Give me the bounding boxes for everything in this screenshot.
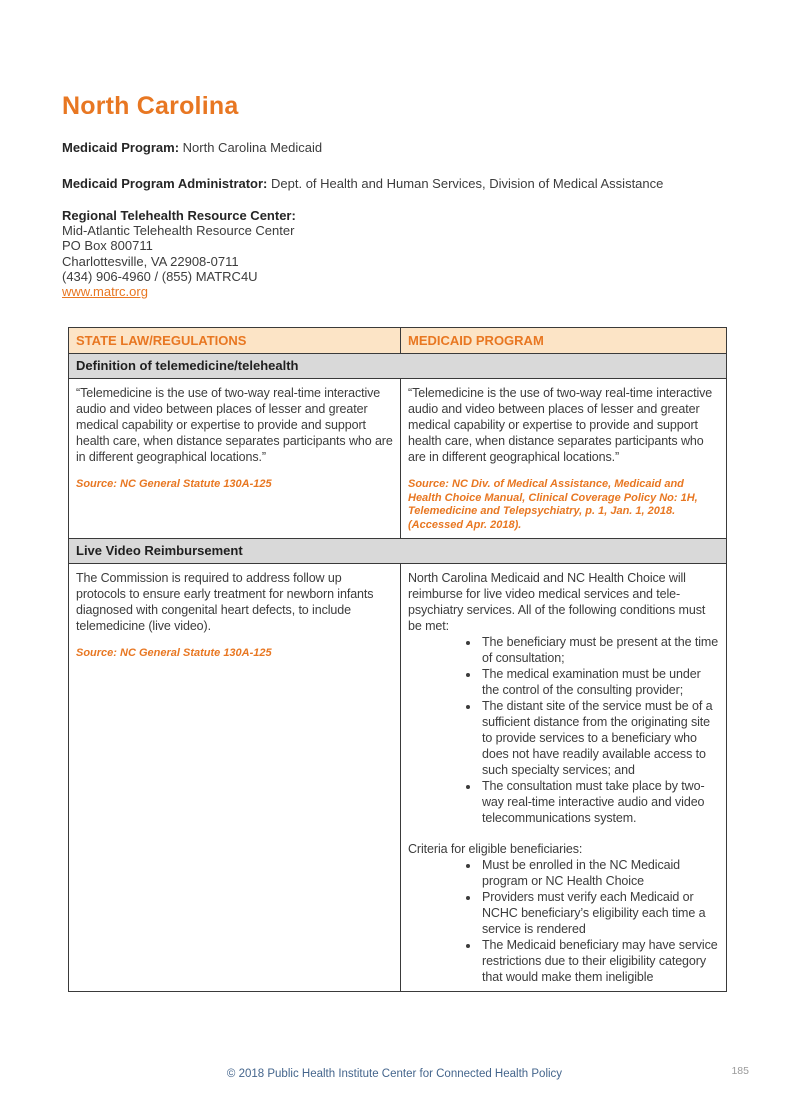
bullet-item: • The consultation must take place by two-way real-time interactive audio and video telecommunications system.	[480, 778, 719, 826]
matrc-website-link[interactable]: www.matrc.org	[62, 284, 148, 300]
page-title: North Carolina	[62, 92, 239, 120]
definition-state-law-cell	[69, 379, 401, 538]
regional-trc-label: Regional Telehealth Resource Center:	[62, 208, 296, 223]
definition-medicaid-source: Source: NC Div. of Medical Assistance, Medicaid and Health Choice Manual, Clinical Coverage Policy No: 1H, Telemedicine and Telepsychiatry, p. 1, Jan. 1, 2018. (Accessed Apr. 2018).	[408, 478, 698, 531]
live-video-intro-text: North Carolina Medicaid and NC Health Choice will reimburse for live video medical services and tele-psychiatry services. All of the following conditions must be met:	[408, 571, 706, 634]
page-footer	[62, 1064, 749, 1082]
bullet-item: • The Medicaid beneficiary may have service restrictions due to their eligibility category that would make them ineligible	[480, 937, 719, 985]
definition-row	[69, 379, 726, 539]
state-law-column-header: STATE LAW/REGULATIONS	[69, 328, 401, 353]
live-video-state-law-text: The Commission is required to address follow up protocols to ensure early treatment for newborn infants diagnosed with congenital heart defects, to include telemedicine (live video).	[76, 571, 374, 634]
medicaid-program-value: North Carolina Medicaid	[182, 140, 323, 155]
definition-section-heading: Definition of telemedicine/telehealth	[69, 354, 726, 379]
bullet-item: • The distant site of the service must be of a sufficient distance from the originating site to provide services to a beneficiary who does not have readily available access to such specialty services; and	[480, 698, 719, 778]
live-video-row	[69, 564, 726, 991]
definition-medicaid-cell	[401, 379, 726, 538]
trc-pobox-line: PO Box 800711	[62, 238, 153, 254]
trc-phone-line: (434) 906-4960 / (855) MATRC4U	[62, 268, 258, 284]
medicaid-program-label: Medicaid Program:	[62, 140, 180, 155]
definition-medicaid-text: “Telemedicine is the use of two-way real-time interactive audio and video between places of lesser and greater medical capability or expertise to provide and support health care, when distance separates participants who are in different geographical locations.”	[408, 386, 713, 465]
program-administrator-field	[62, 176, 727, 192]
criteria-bullet-list	[408, 857, 719, 985]
medicaid-program-column-header: MEDICAID PROGRAM	[408, 333, 544, 349]
medicaid-program-field	[62, 140, 727, 156]
page-number: 185	[731, 1065, 749, 1077]
bullet-item: • The beneficiary must be present at the time of consultation;	[480, 634, 719, 666]
policy-comparison-table	[68, 327, 727, 992]
definition-state-law-text: “Telemedicine is the use of two-way real-time interactive audio and video between places of lesser and greater medical capability or expertise to provide and support health care, when distance separates participants who are in different geographical locations.”	[76, 386, 393, 465]
conditions-bullet-list	[408, 634, 719, 826]
program-administrator-value: Dept. of Health and Human Services, Division of Medical Assistance	[271, 176, 664, 191]
trc-city-line: Charlottesville, VA 22908-0711	[62, 253, 239, 269]
trc-name-line: Mid-Atlantic Telehealth Resource Center	[62, 223, 295, 239]
bullet-item: • The medical examination must be under the control of the consulting provider;	[480, 666, 719, 698]
bullet-item: • Providers must verify each Medicaid or NCHC beneficiary’s eligibility each time a service is rendered	[480, 889, 719, 937]
live-video-state-law-cell	[69, 564, 401, 991]
live-video-section-heading: Live Video Reimbursement	[69, 539, 726, 564]
document-page	[0, 92, 791, 1080]
copyright-text: © 2018 Public Health Institute Center for Connected Health Policy	[226, 1068, 563, 1080]
program-administrator-label: Medicaid Program Administrator:	[62, 176, 268, 191]
criteria-heading: Criteria for eligible beneficiaries:	[408, 842, 583, 857]
regional-trc-block	[62, 208, 727, 299]
table-header-row	[69, 328, 726, 354]
live-video-medicaid-cell	[401, 564, 726, 991]
bullet-item: • Must be enrolled in the NC Medicaid program or NC Health Choice	[480, 857, 719, 889]
definition-state-law-source: Source: NC General Statute 130A-125	[76, 478, 272, 491]
live-video-state-law-source: Source: NC General Statute 130A-125	[76, 647, 272, 660]
